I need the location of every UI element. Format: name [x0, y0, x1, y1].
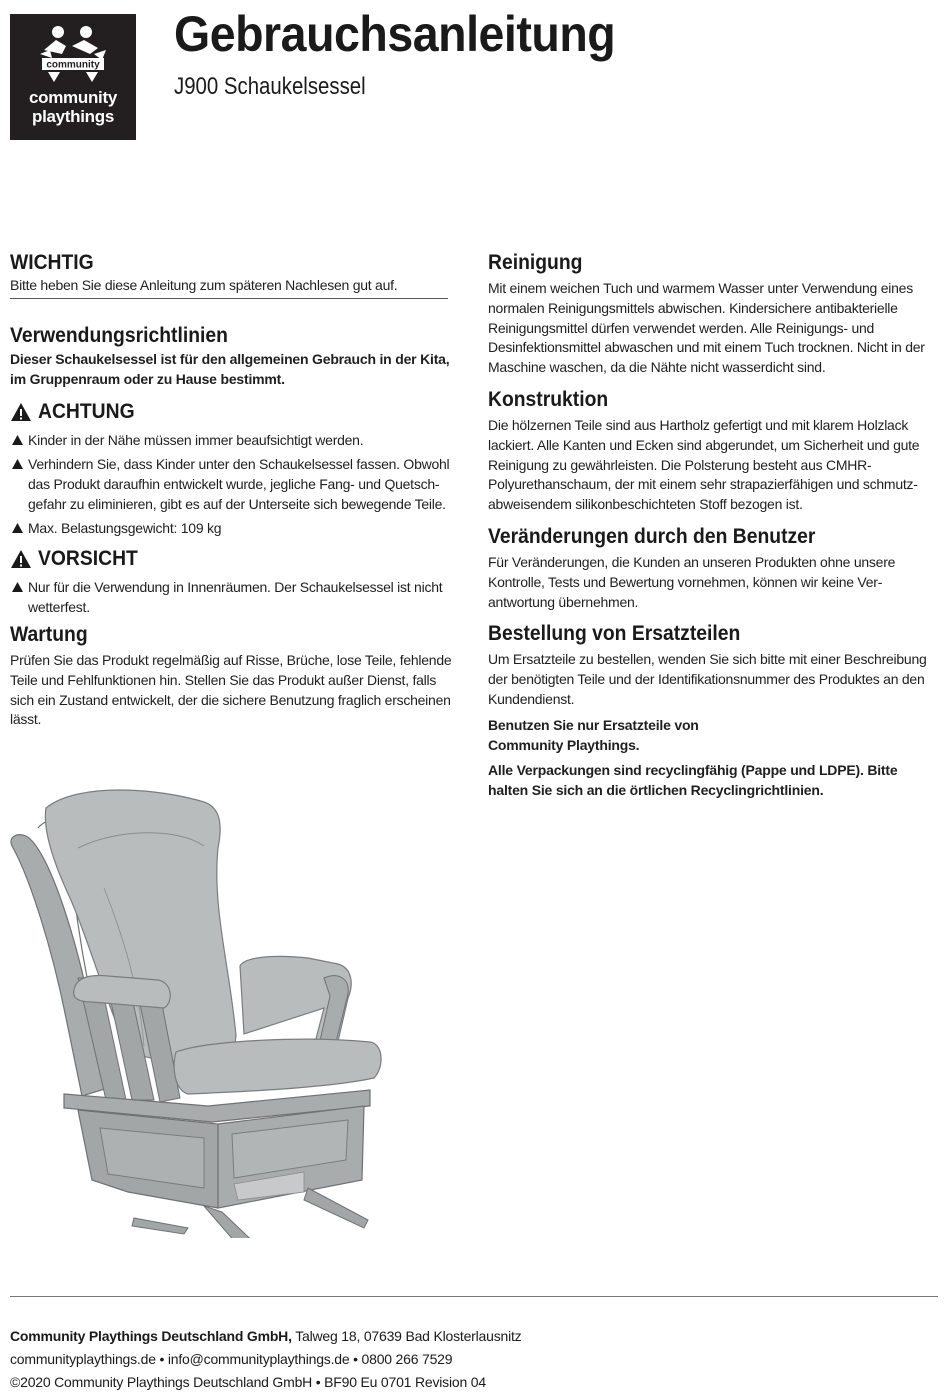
- konstruktion-text: Die hölzernen Teile sind aus Hartholz gefertigt und mit klarem Holzlack lackiert. Alle Kanten und Ecken sind abgerundet, um Sicherheit und gute Reinigung zu gewährleisten. Die Polsterung besteht aus CMHR-Polyurethanschaum, der mit einem sehr strapazierfähigen und schmutz-abweisendem silikonbeschichteten Stoff bezogen ist.: [488, 416, 920, 513]
- konstruktion-heading: Konstruktion: [488, 387, 609, 411]
- wichtig-text: Bitte heben Sie diese Anleitung zum späteren Nachlesen gut auf.: [10, 277, 398, 293]
- bestellung-bold-note: Benutzen Sie nur Ersatzteile von Community Playthings.: [488, 716, 699, 753]
- vorsicht-item-text: Nur für die Verwendung in Innenräumen. Der Schaukelsessel ist nicht wetterfest.: [28, 579, 443, 616]
- bullet-triangle-icon: [12, 582, 23, 592]
- footer-contact: communityplaythings.de • info@communityplaythings.de • 0800 266 7529: [10, 1351, 453, 1367]
- achtung-list: [10, 431, 458, 538]
- verwendung-text: Dieser Schaukelsessel ist für den allgemeinen Gebrauch in der Kita, im Gruppenraum oder zu Hause bestimmt.: [10, 350, 450, 387]
- list-item: [10, 455, 458, 514]
- logo-word-playthings: playthings: [31, 107, 114, 126]
- vorsicht-heading-row: [10, 546, 458, 572]
- veraenderungen-text: Für Veränderungen, die Kunden an unseren Produkten ohne unsere Kontrolle, Tests und Bewertung vornehmen, können wir keine Ver-antwortung übernehmen.: [488, 553, 896, 610]
- footer: [10, 1325, 930, 1394]
- logo-word-community: community: [29, 88, 117, 107]
- footer-address-line: [10, 1325, 930, 1348]
- footer-copyright: ©2020 Community Playthings Deutschland GmbH • BF90 Eu 0701 Revision 04: [10, 1374, 486, 1390]
- document-title: Gebrauchsanleitung: [174, 6, 616, 62]
- vorsicht-heading: VORSICHT: [38, 547, 138, 571]
- bullet-triangle-icon: [12, 459, 23, 469]
- left-column: [10, 250, 458, 730]
- warning-triangle-icon: [10, 549, 32, 569]
- veraenderungen-heading: Veränderungen durch den Benutzer: [488, 524, 816, 548]
- achtung-item-text: Verhindern Sie, dass Kinder unter den Schaukelsessel fassen. Obwohl das Produkt daraufhin entwickelt wurde, jegliche Fang- und Quetsch-gefahr zu eliminieren, gibt es auf der Unterseite sich bewegende Teile.: [28, 456, 450, 512]
- list-item: [10, 431, 458, 451]
- document-subtitle: J900 Schaukelsessel: [174, 73, 366, 100]
- achtung-heading: ACHTUNG: [38, 400, 135, 424]
- bestellung-text: Um Ersatzteile zu bestellen, wenden Sie sich bitte mit einer Beschreibung der benötigten Teile und der Identifikationsnummer des Produktes an den Kundendienst.: [488, 651, 927, 707]
- bullet-triangle-icon: [12, 523, 23, 533]
- brand-logo: [10, 14, 136, 140]
- right-column: [488, 250, 936, 801]
- reinigung-heading: Reinigung: [488, 251, 583, 274]
- footer-company: Community Playthings Deutschland GmbH,: [10, 1328, 292, 1344]
- logo-badge-text: community: [46, 59, 100, 71]
- bullet-triangle-icon: [12, 435, 23, 445]
- recycling-note: Alle Verpackungen sind recyclingfähig (Pappe und LDPE). Bitte halten Sie sich an die örtlichen Recyclingrichtlinien.: [488, 762, 898, 799]
- verwendung-heading: Verwendungsrichtlinien: [10, 323, 228, 347]
- footer-address: Talweg 18, 07639 Bad Klosterlausnitz: [291, 1328, 522, 1344]
- playing-children-icon: [38, 24, 108, 86]
- achtung-item-text: Max. Belastungsgewicht: 109 kg: [28, 519, 222, 536]
- wichtig-heading: WICHTIG: [10, 251, 94, 274]
- glider-chair-illustration: [8, 788, 388, 1238]
- footer-divider: [10, 1296, 938, 1297]
- vorsicht-list: [10, 578, 458, 618]
- list-item: [10, 519, 458, 539]
- bestellung-heading: Bestellung von Ersatzteilen: [488, 622, 741, 646]
- achtung-item-text: Kinder in der Nähe müssen immer beaufsichtigt werden.: [28, 432, 364, 449]
- wartung-heading: Wartung: [10, 622, 88, 646]
- warning-triangle-icon: [10, 402, 32, 422]
- divider: [10, 298, 448, 299]
- reinigung-text: Mit einem weichen Tuch und warmem Wasser unter Verwendung eines normalen Reinigungsmittels abwischen. Kindersichere antibakterielle Reinigungsmittel dürfen verwendet werden. Alle Reinigungs- und Desinfektionsmittel abwaschen und mit einem Tuch trocknen. Nicht in der Maschine waschen, da die Nähte nicht wasserdicht sind.: [488, 280, 925, 376]
- list-item: [10, 578, 458, 618]
- wartung-text: Prüfen Sie das Produkt regelmäßig auf Risse, Brüche, lose Teile, fehlende Teile und Fehlfunktionen hin. Stellen Sie das Produkt außer Dienst, falls sich ein Zustand entwickelt, der die sichere Benutzung fraglich erscheinen lässt.: [10, 651, 452, 728]
- achtung-heading-row: [10, 399, 458, 425]
